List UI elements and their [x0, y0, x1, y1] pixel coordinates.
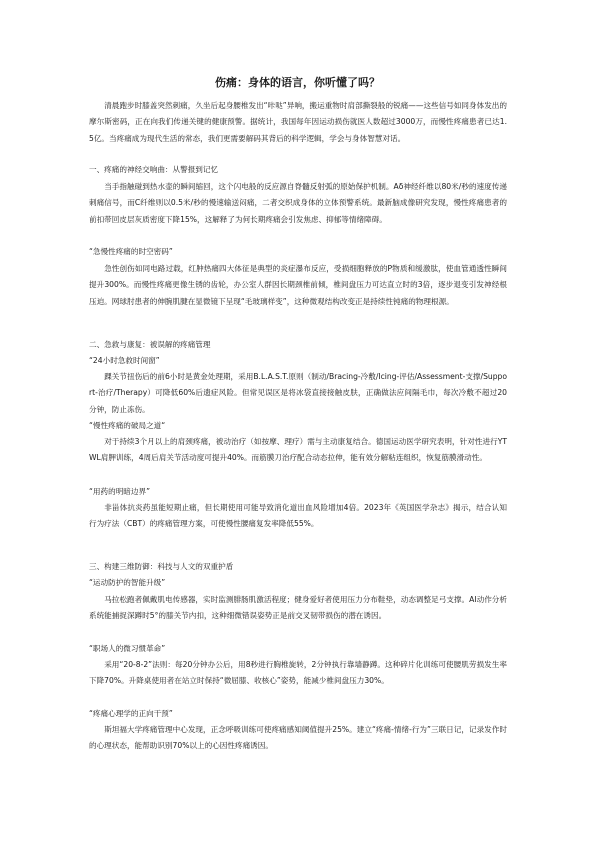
section-2-subheading-3: “用药的明暗边界” — [89, 487, 151, 496]
section-3-subheading-1: “运动防护的智能升级” — [89, 578, 166, 587]
page-title: 伤痛：身体的语言，你听懂了吗？ — [215, 76, 380, 89]
section-3-subheading-2: “职场人的微习惯革命” — [89, 644, 166, 653]
section-2-paragraph-2: 对于持续3个月以上的肩颈疼痛，被动治疗（如按摩、理疗）需与主动康复结合。德国运动医学研究表明，针对性进行YTWL肩胛训练，4周后肩关节活动度可提升40%。而筋膜刀治疗配合动态拉伸，能有效分解粘连组织，恢复筋膜滑动性。 — [89, 437, 507, 463]
section-3-paragraph-1: 马拉松跑者佩戴肌电传感器，实时监测腓肠肌激活程度；健身爱好者使用压力分布鞋垫，动态调整足弓支撑。AI动作分析系统能捕捉深蹲时5°的膝关节内扣，这种细微错误姿势正是前交叉韧带损伤的潜在诱因。 — [89, 595, 507, 621]
section-1-paragraph-2: 急性创伤如同电路过载，红肿热痛四大体征是典型的炎症瀑布反应，受损细胞释放的P物质和缓激肽，使血管通透性瞬间提升300%。而慢性疼痛更像生锈的齿轮，办公室人群因长期颈椎前倾，椎间盘压力可达直立时的3倍，逐步退变引发神经根压迫。网球肘患者的伸腕肌腱在显微镜下呈现“毛玻璃样变”，这种微观结构改变正是持续性钝痛的物理根源。 — [89, 264, 507, 306]
section-1-subheading-1: “急慢性疼痛的时空密码” — [89, 247, 173, 256]
section-heading-1: 一、疼痛的神经交响曲：从警报到记忆 — [89, 165, 219, 174]
section-heading-3: 三、构建三维防御：科技与人文的双重护盾 — [89, 562, 234, 571]
section-2-subheading-1: “24小时急救时间窗” — [89, 356, 160, 365]
section-3-paragraph-2: 采用“20-8-2”法则：每20分钟办公后，用8秒进行胸椎旋转，2分钟执行靠墙静蹲。这种碎片化训练可使腰肌劳损发生率下降70%。升降桌使用者在站立时保持“微屈膝、收核心”姿势，能减少椎间盘压力30%。 — [89, 660, 507, 686]
section-heading-2: 二、急救与康复：被误解的疼痛管理 — [89, 340, 211, 349]
section-3-paragraph-3: 斯坦福大学疼痛管理中心发现，正念呼吸训练可使疼痛感知阈值提升25%。建立“疼痛-情绪-行为”三联日记，记录发作时的心理状态，能帮助识别70%以上的心因性疼痛诱因。 — [89, 725, 507, 751]
section-2-paragraph-3: 非甾体抗炎药虽能短期止痛，但长期使用可能导致消化道出血风险增加4倍。2023年《英国医学杂志》揭示，结合认知行为疗法（CBT）的疼痛管理方案，可使慢性腰痛复发率降低55%。 — [89, 503, 507, 529]
section-2-subheading-2: “慢性疼痛的破局之道“ — [89, 421, 166, 430]
section-2-paragraph-1: 踝关节扭伤后的前6小时是黄金处理期，采用B.L.A.S.T.原则（制动/Bracing-冷敷/Icing-评估/Assessment-支撑/Support-治疗/Therapy）可降低60%后遗症风险。但常见误区是将冰袋直接接触皮肤，正确做法应间隔毛巾，每次冷敷不超过20分钟，防止冻伤。 — [89, 372, 507, 414]
section-3-subheading-3: “疼痛心理学的正向干预” — [89, 709, 173, 718]
intro-paragraph: 清晨跑步时膝盖突然刺痛，久坐后起身腰椎发出“咔哒”异响，搬运重物时肩部撕裂般的锐痛——这些信号如同身体发出的摩尔斯密码，正在向我们传递关键的健康预警。据统计，我国每年因运动损伤就医人数超过3000万，而慢性疼痛患者已达1.5亿。当疼痛成为现代生活的常态，我们更需要解码其背后的科学逻辑，学会与身体智慧对话。 — [89, 101, 507, 143]
section-1-paragraph-1: 当手指触碰到热水壶的瞬间缩回，这个闪电般的反应源自脊髓反射弧的原始保护机制。Aδ神经纤维以80米/秒的速度传递刺痛信号，而C纤维则以0.5米/秒的慢速输送闷痛，二者交织成身体的立体预警系统。最新脑成像研究发现，慢性疼痛患者的前扣带回皮层灰质密度下降15%，这解释了为何长期疼痛会引发焦虑、抑郁等情绪障碍。 — [89, 182, 507, 224]
